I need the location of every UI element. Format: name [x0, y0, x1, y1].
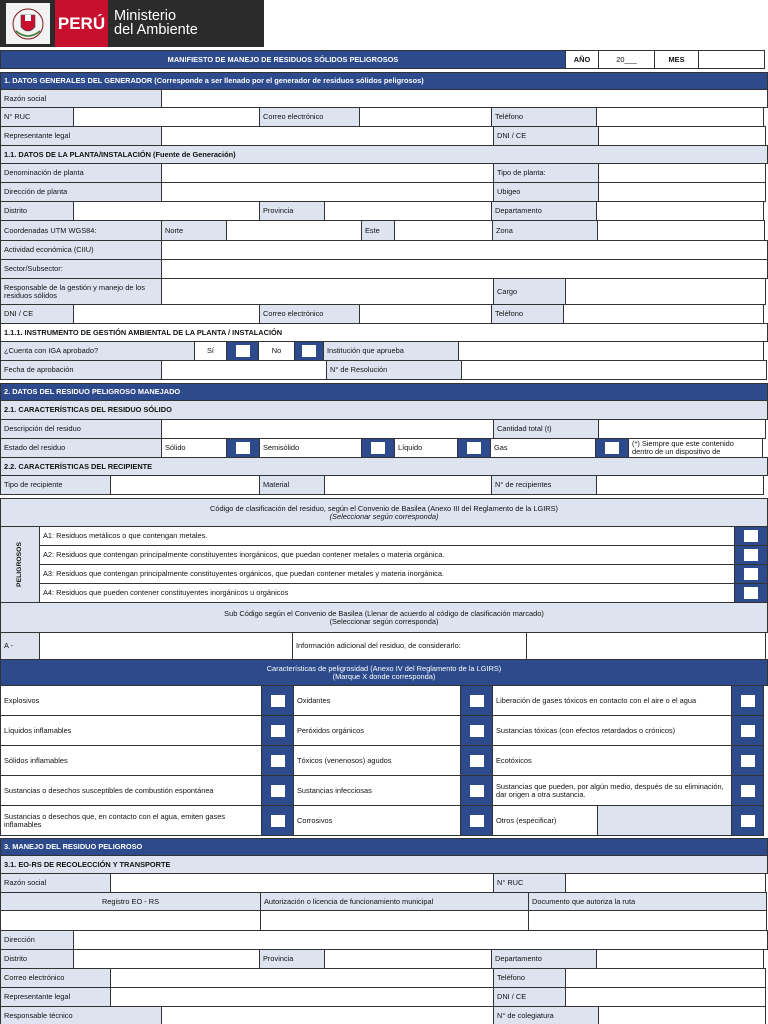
tech-responsible-field[interactable] [161, 1006, 494, 1024]
basel-subcode-header: Sub Código según el Convenio de Basilea (Llenar de acuerdo al código de clasificación marcado) (Seleccionar según corresponda) [0, 602, 768, 632]
transport-email-field[interactable] [110, 968, 494, 988]
additional-info-field[interactable] [526, 632, 766, 660]
resolution-field[interactable] [461, 360, 767, 380]
district-field[interactable] [73, 201, 260, 221]
plant-row-3: Distrito Provincia Departamento [0, 201, 768, 220]
email-field[interactable] [359, 107, 492, 127]
section-2-1-header: 2.1. CARACTERÍSTICAS DEL RESIDUO SÓLIDO [0, 400, 768, 419]
transport-row-rep: Representante legal DNI / CE [0, 987, 768, 1006]
acute-toxic-checkbox[interactable] [460, 745, 493, 776]
plant-row-6: Sector/Subsector: [0, 259, 768, 278]
other-checkbox[interactable] [731, 805, 764, 836]
route-doc-field[interactable] [528, 910, 767, 931]
responsible-phone-field[interactable] [563, 304, 764, 324]
infectious-checkbox[interactable] [460, 775, 493, 806]
approval-date-field[interactable] [161, 360, 327, 380]
legal-rep-field[interactable] [161, 126, 494, 146]
dni-field[interactable] [598, 126, 766, 146]
ministry-name: Ministerio del Ambiente [114, 8, 198, 38]
flammable-solids-checkbox[interactable] [261, 745, 294, 776]
year-label: AÑO [565, 50, 599, 69]
semisolid-checkbox[interactable] [361, 438, 395, 458]
gas-note: (*) Siempre que este contenido dentro de un dispositivo de [628, 438, 763, 458]
responsible-dni-field[interactable] [73, 304, 260, 324]
section-1-header: 1. DATOS GENERALES DEL GENERADOR (Corresponde a ser llenado por el generador de residuos sólidos peligrosos) [0, 72, 768, 89]
year-field[interactable]: 20___ [598, 50, 655, 69]
iga-no-checkbox[interactable] [294, 341, 324, 361]
transport-dni-field[interactable] [565, 987, 766, 1007]
plant-row-2: Dirección de planta Ubigeo [0, 182, 768, 201]
position-field[interactable] [565, 278, 766, 305]
transport-row-1: Razón social N° RUC [0, 873, 768, 892]
basel-subcode-row: A - Información adicional del residuo, de considerarlo: [0, 632, 768, 659]
generator-row-3: Representante legal DNI / CE [0, 126, 768, 145]
hazard-row-4: Sustancias o desechos susceptibles de combustión espontánea Sustancias infecciosas Sustancias que pueden, por algún medio, después de su eliminación, dar origen a otra sustancia. [0, 775, 768, 805]
basel-item-a1: A1: Residuos metálicos o que contengan metales. [39, 526, 768, 545]
responsible-field[interactable] [161, 278, 494, 305]
institution-field[interactable] [458, 341, 764, 361]
responsible-email-field[interactable] [359, 304, 492, 324]
section-1-1-header: 1.1. DATOS DE LA PLANTA/INSTALACIÓN (Fuente de Generación) [0, 145, 768, 163]
department-field[interactable] [596, 201, 764, 221]
coat-of-arms-logo [6, 3, 50, 44]
explosivos-checkbox[interactable] [261, 685, 294, 716]
section-1-1-1-header: 1.1.1. INSTRUMENTO DE GESTIÓN AMBIENTAL DE LA PLANTA / INSTALACIÓN [0, 323, 768, 341]
province-field[interactable] [324, 201, 492, 221]
material-field[interactable] [324, 475, 492, 495]
secondary-substance-checkbox[interactable] [731, 775, 764, 806]
peligrosos-side-label: PELIGROSOS [16, 542, 24, 587]
transport-department-field[interactable] [596, 949, 764, 969]
plant-name-field[interactable] [161, 163, 494, 183]
basel-item-a3: A3: Residuos que contengan principalmente constituyentes orgánicos, que puedan contener metales y materia inorgánica. [39, 564, 768, 583]
toxic-substances-checkbox[interactable] [731, 715, 764, 746]
gas-checkbox[interactable] [595, 438, 629, 458]
license-field[interactable] [260, 910, 529, 931]
waste-description-field[interactable] [161, 419, 494, 439]
hazard-row-3: Sólidos inflamables Tóxicos (venenosos) agudos Ecotóxicos [0, 745, 768, 775]
container-row: Tipo de recipiente Material N° de recipientes [0, 475, 768, 494]
container-type-field[interactable] [110, 475, 260, 495]
water-reactive-checkbox[interactable] [261, 805, 294, 836]
transport-province-field[interactable] [324, 949, 492, 969]
transport-row-contact: Correo electrónico Teléfono [0, 968, 768, 987]
ciiu-field[interactable] [161, 240, 768, 260]
transport-row-address: Dirección [0, 930, 768, 949]
iga-yes-checkbox[interactable] [226, 341, 259, 361]
registration-number-field[interactable] [598, 1006, 766, 1024]
hazard-row-5: Sustancias o desechos que, en contacto con el agua, emiten gases inflamables Corrosivos Otros (especificar) [0, 805, 768, 835]
razon-social-field[interactable] [161, 89, 768, 108]
section-3-header: 3. MANEJO DEL RESIDUO PELIGROSO [0, 838, 768, 855]
form-title-row [0, 50, 768, 68]
peroxides-checkbox[interactable] [460, 715, 493, 746]
month-label: MES [654, 50, 699, 69]
ruc-field[interactable] [73, 107, 260, 127]
transport-district-field[interactable] [73, 949, 260, 969]
spontaneous-combustion-checkbox[interactable] [261, 775, 294, 806]
liquid-checkbox[interactable] [457, 438, 491, 458]
transport-rep-field[interactable] [110, 987, 494, 1007]
plant-row-1: Denominación de planta Tipo de planta: [0, 163, 768, 182]
a3-checkbox[interactable] [734, 564, 768, 584]
ministry-header [0, 0, 264, 47]
basel-item-a2: A2: Residuos que contengan principalmente constituyentes inorgánicos, que puedan contener metales o materia orgánica. [39, 545, 768, 564]
sector-field[interactable] [161, 259, 768, 279]
plant-row-5: Actividad económica (CIIU) [0, 240, 768, 259]
zone-field[interactable] [597, 220, 765, 241]
transport-row-location: Distrito Provincia Departamento [0, 949, 768, 968]
registry-field[interactable] [0, 910, 261, 931]
plant-row-7: Responsable de la gestión y manejo de los residuos sólidos Cargo [0, 278, 768, 304]
corrosive-checkbox[interactable] [460, 805, 493, 836]
basel-header: Código de clasificación del residuo, según el Convenio de Basilea (Anexo III del Reglamento de la LGIRS) (Seleccionar según corresponda) [0, 498, 768, 526]
ecotoxic-checkbox[interactable] [731, 745, 764, 776]
waste-state-row: Estado del residuo Sólido Semisólido Líquido Gas (*) Siempre que este contenido dentro de un dispositivo de [0, 438, 768, 457]
approval-row: Fecha de aprobación N° de Resolución [0, 360, 768, 379]
north-field[interactable] [226, 220, 362, 241]
transport-phone-field[interactable] [565, 968, 766, 988]
container-count-field[interactable] [596, 475, 764, 495]
a1-checkbox[interactable] [734, 526, 768, 546]
toxic-gas-checkbox[interactable] [731, 685, 764, 716]
waste-row-1: Descripción del residuo Cantidad total (t) [0, 419, 768, 438]
subcode-field[interactable] [39, 632, 293, 660]
total-quantity-field[interactable] [598, 419, 766, 439]
transport-row-tech: Responsable técnico N° de colegiatura [0, 1006, 768, 1024]
other-specify-field[interactable] [597, 805, 732, 836]
transport-docs-header: Registro EO - RS Autorización o licencia de funcionamiento municipal Documento que autoriza la ruta [0, 892, 768, 910]
section-3-1-header: 3.1. EO-RS DE RECOLECCIÓN Y TRANSPORTE [0, 855, 768, 873]
transport-company-field[interactable] [110, 873, 494, 893]
phone-field[interactable] [596, 107, 764, 127]
hazard-header: Características de peligrosidad (Anexo IV del Reglamento de la LGIRS) (Marque X donde corresponda) [0, 659, 768, 685]
plant-row-4: Coordenadas UTM WGS84: Norte Este Zona [0, 220, 768, 240]
a2-checkbox[interactable] [734, 545, 768, 565]
hazard-row-2: Líquidos inflamables Peróxidos orgánicos Sustancias tóxicas (con efectos retardados o crónicos) [0, 715, 768, 745]
plant-row-8: DNI / CE Correo electrónico Teléfono [0, 304, 768, 323]
section-2-2-header: 2.2. CARACTERÍSTICAS DEL RECIPIENTE [0, 457, 768, 475]
generator-row-1: Razón social [0, 89, 768, 107]
form-title: MANIFIESTO DE MANEJO DE RESIDUOS SÓLIDOS PELIGROSOS [0, 50, 566, 69]
iga-row: ¿Cuenta con IGA aprobado? Sí No Institución que aprueba [0, 341, 768, 360]
oxidantes-checkbox[interactable] [460, 685, 493, 716]
month-field[interactable] [698, 50, 765, 69]
transport-ruc-field[interactable] [565, 873, 766, 893]
ubigeo-field[interactable] [598, 182, 766, 202]
transport-docs-row [0, 910, 768, 930]
a4-checkbox[interactable] [734, 583, 768, 603]
transport-address-field[interactable] [73, 930, 768, 950]
section-2-header: 2. DATOS DEL RESIDUO PELIGROSO MANEJADO [0, 383, 768, 400]
flammable-liquids-checkbox[interactable] [261, 715, 294, 746]
plant-type-field[interactable] [598, 163, 766, 183]
basel-item-a4: A4: Residuos que pueden contener constituyentes inorgánicos u orgánicos [39, 583, 768, 602]
hazard-row-1: Explosivos Oxidantes Liberación de gases tóxicos en contacto con el aire o el agua [0, 685, 768, 715]
solid-checkbox[interactable] [226, 438, 260, 458]
peru-logo-text: PERÚ [55, 0, 108, 47]
generator-row-2: N° RUC Correo electrónico Teléfono [0, 107, 768, 126]
plant-address-field[interactable] [161, 182, 494, 202]
east-field[interactable] [394, 220, 493, 241]
basel-codes-block [0, 526, 768, 602]
